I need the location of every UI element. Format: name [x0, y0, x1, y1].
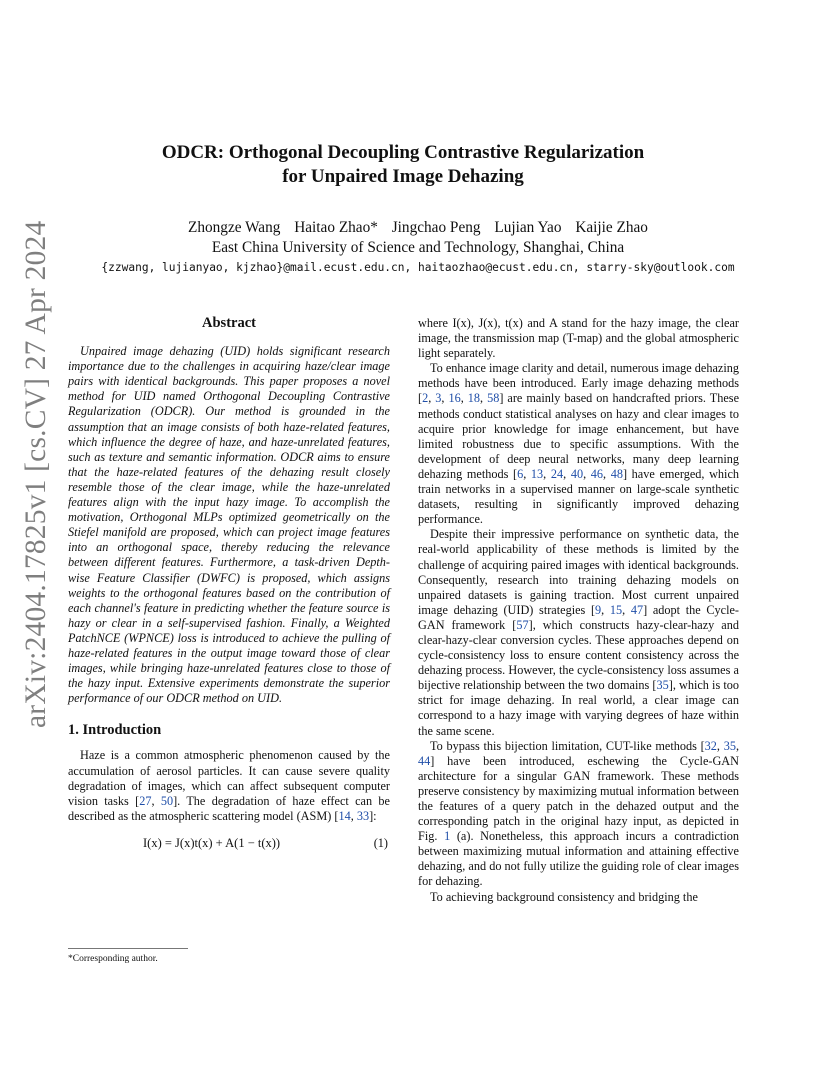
- citation-link[interactable]: 57: [516, 617, 529, 632]
- footnote: [68, 948, 390, 964]
- figure-link[interactable]: 1: [444, 829, 451, 844]
- citation-link[interactable]: 44: [418, 753, 431, 768]
- abstract-heading: Abstract: [202, 315, 256, 331]
- citation-link[interactable]: 47: [630, 602, 644, 617]
- citation-link[interactable]: 18: [467, 391, 481, 406]
- citation-link[interactable]: 32: [704, 738, 717, 753]
- affiliation: East China University of Science and Technology, Shanghai, China: [211, 239, 625, 256]
- paper-title: [0, 141, 806, 189]
- intro-paragraph-1: Haze is a common atmospheric phenomenon caused by the accumulation of aerosol particles. It can cause severe quality degradation of images, which can affect subsequent computer vision tasks [27, 50]. The degradation of haze effect can be described as the atmospheric scattering model (ASM) [14, 33]:: [68, 748, 390, 823]
- citation-link[interactable]: 58: [487, 391, 500, 406]
- footnote-text: *Corresponding author.: [68, 954, 158, 964]
- title-line-2: for Unpaired Image Dehazing: [282, 166, 524, 187]
- author-4: Lujian Yao: [494, 219, 562, 236]
- author-3: Jingchao Peng: [391, 219, 481, 236]
- equation-number: (1): [373, 835, 388, 850]
- citation-link[interactable]: 24: [550, 466, 564, 481]
- author-5: Kaijie Zhao: [575, 219, 648, 236]
- citation-link[interactable]: 35: [723, 738, 736, 753]
- author-list: [0, 218, 828, 238]
- equation-1: [68, 828, 390, 862]
- citation-link[interactable]: 33: [356, 808, 370, 823]
- intro-paragraph-3: Despite their impressive performance on synthetic data, the real-world applicability of these methods is limited by the challenge of acquiring paired images with identical backgrounds. Consequently, research into training dehazing models on unpaired datasets is gaining traction. Most current unpaired image dehazing (UID) strategies [9, 15, 47] adopt the Cycle-GAN framework [57], which constructs hazy-clear-hazy and clear-hazy-clear conversion cycles. These approaches depend on cycle-consistency loss to ensure content consistency across the dehazing process. However, the cycle-consistency loss assumes a bijective relationship between the two domains [35], which is too strict for image dehazing. In real world, a clear image can correspond to a hazy image with varying degrees of haze within the same scene.: [418, 527, 739, 738]
- citation-link[interactable]: 27: [139, 793, 152, 808]
- intro-paragraph-4: To bypass this bijection limitation, CUT-like methods [32, 35, 44] have been introduced, eschewing the Cycle-GAN architecture for a singular GAN framework. These methods preserve consistency by maximizing mutual information between the features of a query patch in the dehazed output and the corresponding patch in the original hazy input, as depicted in Fig. 1 (a). Nonetheless, this approach incurs a contradiction between maximizing mutual information and attaining effective dehazing, and do not fully utilize the guiding role of clear images for dehazing.: [418, 738, 739, 889]
- equation-body: I(x) = J(x)t(x) + A(1 − t(x)): [143, 835, 281, 850]
- equation-explanation: where I(x), J(x), t(x) and A stand for the hazy image, the clear image, the transmission map (T-map) and the global atmospheric light separately.: [418, 316, 739, 361]
- abstract-text: Unpaired image dehazing (UID) holds significant research importance due to the challenges in acquiring haze/clear image pairs with identical backgrounds. This paper proposes a novel method for UID named Orthogonal Decoupling Contrastive Regularization (ODCR). Our method is grounded in the assumption that an image consists of both haze-related features, which influence the degree of haze, and haze-unrelated features, such as texture and semantic information. ODCR aims to ensure that the haze-related features of the dehazing result closely resemble those of the clear image, while the haze-unrelated features align with the input hazy image. To accomplish the motivation, Orthogonal MLPs optimized geometrically on the Stiefel manifold are proposed, which can project image features into an orthogonal space, thereby reducing the relevance between different features. Furthermore, a task-driven Depth-wise Feature Classifier (DWFC) is proposed, which assigns weights to the orthogonal features based on the contribution of each channel's feature in predicting whether the feature source is hazy or clear in a self-supervised fashion. Finally, a Weighted PatchNCE (WPNCE) loss is introduced to achieve the pulling of haze-related features in the output image toward those of clear images, while bringing haze-unrelated features close to those of the hazy input. Extensive experiments demonstrate the superior performance of our ODCR method on UID.: [68, 344, 390, 706]
- citation-link[interactable]: 35: [656, 678, 669, 693]
- citation-link[interactable]: 14: [338, 808, 351, 823]
- intro-paragraph-5: To achieving background consistency and bridging the: [430, 889, 698, 904]
- author-2: Haitao Zhao*: [294, 219, 378, 236]
- citation-link[interactable]: 2: [422, 391, 429, 406]
- citation-link[interactable]: 40: [570, 466, 584, 481]
- citation-link[interactable]: 46: [590, 466, 604, 481]
- title-line-1: ODCR: Orthogonal Decoupling Contrastive Regularization: [161, 142, 645, 163]
- citation-link[interactable]: 13: [530, 466, 544, 481]
- citation-link[interactable]: 50: [160, 793, 174, 808]
- citation-link[interactable]: 3: [435, 391, 442, 406]
- citation-link[interactable]: 6: [517, 466, 524, 481]
- footnote-rule: [68, 948, 188, 949]
- right-column: [418, 316, 739, 905]
- author-emails: {zzwang, lujianyao, kjzhao}@mail.ecust.edu.cn, haitaozhao@ecust.edu.cn, starry-sky@outlook.com: [101, 261, 735, 274]
- citation-link[interactable]: 48: [610, 466, 623, 481]
- introduction-heading: 1. Introduction: [68, 722, 162, 739]
- arxiv-identifier: arXiv:2404.17825v1 [cs.CV] 27 Apr 2024: [20, 220, 52, 728]
- author-1: Zhongze Wang: [188, 219, 281, 236]
- left-column: [68, 316, 390, 862]
- citation-link[interactable]: 15: [609, 602, 623, 617]
- intro-paragraph-2: To enhance image clarity and detail, numerous image dehazing methods have been introduced. Early image dehazing methods [2, 3, 16, 18, 58] are mainly based on handcrafted priors. These methods conduct statistical analyses on hazy and clear images to acquire prior knowledge for image enhancement, but have limited robustness due to specific assumptions. With the development of deep neural networks, many deep learning dehazing methods [6, 13, 24, 40, 46, 48] have emerged, which train networks in a supervised manner on large-scale synthetic datasets, resulting in significantly improved dehazing performance.: [418, 361, 740, 527]
- citation-link[interactable]: 9: [595, 602, 602, 617]
- citation-link[interactable]: 16: [448, 391, 461, 406]
